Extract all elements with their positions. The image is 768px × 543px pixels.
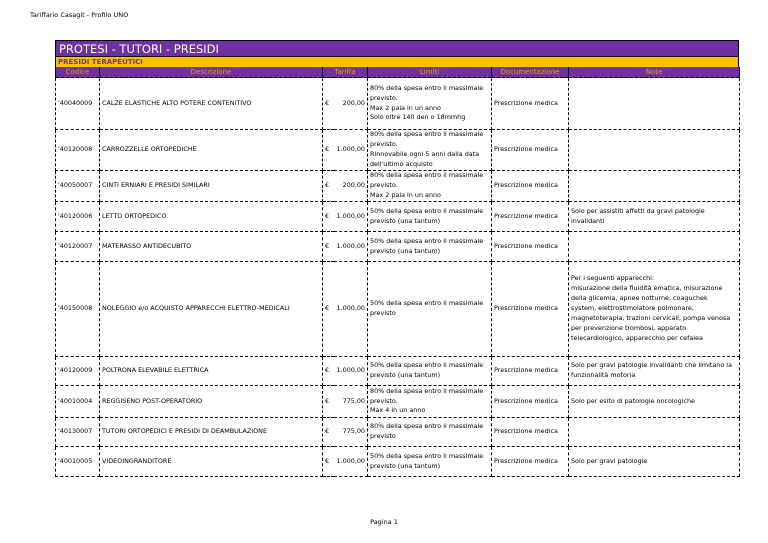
cell-description: VIDEOINGRANDITORE bbox=[100, 447, 323, 477]
cell-code: '40010004 bbox=[56, 386, 100, 418]
cell-code: '40120007 bbox=[56, 232, 100, 262]
cell-limits: 80% della spesa entro il massimale previsto bbox=[368, 418, 492, 447]
cell-description: LETTO ORTOPEDICO bbox=[100, 202, 323, 232]
column-header-notes: Note bbox=[569, 67, 740, 78]
cell-documentation: Prescrizione medica bbox=[492, 78, 569, 130]
cell-code: '40120006 bbox=[56, 202, 100, 232]
cell-currency: € bbox=[323, 386, 334, 418]
cell-notes bbox=[569, 78, 740, 130]
cell-documentation: Prescrizione medica bbox=[492, 130, 569, 171]
cell-description: POLTRONA ELEVABILE ELETTRICA bbox=[100, 357, 323, 386]
cell-notes: Solo per esito di patologie oncologiche bbox=[569, 386, 740, 418]
cell-limits: 80% della spesa entro il massimale previsto. Max 2 paia in un anno bbox=[368, 171, 492, 202]
page-header: Tariffario Casagit - Profilo UNO bbox=[30, 11, 129, 19]
cell-description: CALZE ELASTICHE ALTO POTERE CONTENITIVO bbox=[100, 78, 323, 130]
cell-limits: 80% della spesa entro il massimale previsto. Max 2 paia in un anno Solo oltre 140 den o 18mmhg bbox=[368, 78, 492, 130]
cell-limits: 50% della spesa entro il massimale previsto (una tantum) bbox=[368, 357, 492, 386]
cell-documentation: Prescrizione medica bbox=[492, 232, 569, 262]
cell-currency: € bbox=[323, 232, 334, 262]
column-header-description: Descrizione bbox=[100, 67, 323, 78]
cell-code: '40130007 bbox=[56, 418, 100, 447]
table-row bbox=[56, 130, 740, 171]
sheet-title: PROTESI - TUTORI - PRESIDI bbox=[55, 40, 739, 57]
table-row bbox=[56, 357, 740, 386]
cell-limits: 50% della spesa entro il massimale previsto bbox=[368, 262, 492, 357]
cell-code: '40040009 bbox=[56, 78, 100, 130]
cell-amount: 775,00 bbox=[334, 418, 368, 447]
table-row bbox=[56, 386, 740, 418]
cell-notes: Solo per gravi patologie bbox=[569, 447, 740, 477]
cell-limits: 80% della spesa entro il massimale previsto. Rinnovabile ogni 5 anni dalla data dell'ultimo acquisto bbox=[368, 130, 492, 171]
cell-limits: 50% della spesa entro il massimale previsto (una tantum) bbox=[368, 232, 492, 262]
cell-code: '40120008 bbox=[56, 130, 100, 171]
cell-limits: 50% della spesa entro il massimale previsto (una tantum) bbox=[368, 202, 492, 232]
cell-limits: 80% della spesa entro il massimale previsto. Max 4 in un anno bbox=[368, 386, 492, 418]
table-row bbox=[56, 447, 740, 477]
table-row bbox=[56, 418, 740, 447]
tariff-table bbox=[55, 67, 740, 477]
cell-description: MATERASSO ANTIDECUBITO bbox=[100, 232, 323, 262]
cell-currency: € bbox=[323, 78, 334, 130]
cell-currency: € bbox=[323, 447, 334, 477]
cell-documentation: Prescrizione medica bbox=[492, 262, 569, 357]
cell-currency: € bbox=[323, 357, 334, 386]
column-header-fee: Tariffa bbox=[323, 67, 368, 78]
cell-documentation: Prescrizione medica bbox=[492, 418, 569, 447]
cell-amount: 775,00 bbox=[334, 386, 368, 418]
section-title: PRESIDI TERAPEUTICI bbox=[55, 57, 739, 67]
cell-amount: 1.000,00 bbox=[334, 357, 368, 386]
table-row bbox=[56, 78, 740, 130]
cell-amount: 1.000,00 bbox=[334, 232, 368, 262]
cell-code: '40010005 bbox=[56, 447, 100, 477]
cell-amount: 1.000,00 bbox=[334, 130, 368, 171]
cell-documentation: Prescrizione medica bbox=[492, 171, 569, 202]
table-row bbox=[56, 171, 740, 202]
cell-amount: 1.000,00 bbox=[334, 447, 368, 477]
cell-amount: 1.000,00 bbox=[334, 202, 368, 232]
cell-amount: 200,00 bbox=[334, 78, 368, 130]
cell-description: TUTORI ORTOPEDICI E PRESIDI DI DEAMBULAZIONE bbox=[100, 418, 323, 447]
cell-notes bbox=[569, 171, 740, 202]
table-row bbox=[56, 232, 740, 262]
cell-currency: € bbox=[323, 418, 334, 447]
cell-currency: € bbox=[323, 171, 334, 202]
cell-amount: 1.000,00 bbox=[334, 262, 368, 357]
cell-notes bbox=[569, 130, 740, 171]
cell-notes bbox=[569, 232, 740, 262]
cell-documentation: Prescrizione medica bbox=[492, 386, 569, 418]
table-row bbox=[56, 262, 740, 357]
column-header-documentation: Documentazione bbox=[492, 67, 569, 78]
column-header-code: Codice bbox=[56, 67, 100, 78]
cell-documentation: Prescrizione medica bbox=[492, 447, 569, 477]
cell-description: CINTI ERNIARI E PRESIDI SIMILARI bbox=[100, 171, 323, 202]
cell-currency: € bbox=[323, 262, 334, 357]
cell-code: '40050007 bbox=[56, 171, 100, 202]
cell-limits: 50% della spesa entro il massimale previsto (una tantum) bbox=[368, 447, 492, 477]
cell-code: '40120009 bbox=[56, 357, 100, 386]
cell-currency: € bbox=[323, 202, 334, 232]
cell-documentation: Prescrizione medica bbox=[492, 357, 569, 386]
page-footer: Pagina 1 bbox=[370, 518, 398, 526]
cell-description: CARROZZELLE ORTOPEDICHE bbox=[100, 130, 323, 171]
cell-code: '40150008 bbox=[56, 262, 100, 357]
cell-amount: 200,00 bbox=[334, 171, 368, 202]
column-header-limits: Limiti bbox=[368, 67, 492, 78]
cell-description: NOLEGGIO e/o ACQUISTO APPARECCHI ELETTRO-MEDICALI bbox=[100, 262, 323, 357]
cell-notes bbox=[569, 418, 740, 447]
cell-notes: Solo per assistiti affetti da gravi patologie invalidanti bbox=[569, 202, 740, 232]
table-row bbox=[56, 202, 740, 232]
cell-description: REGGISENO POST-OPERATORIO bbox=[100, 386, 323, 418]
cell-currency: € bbox=[323, 130, 334, 171]
tariff-sheet bbox=[55, 40, 739, 477]
cell-documentation: Prescrizione medica bbox=[492, 202, 569, 232]
table-header-row bbox=[56, 67, 740, 78]
cell-notes: Solo per gravi patologie invalidanti che limitano la funzionalità motoria bbox=[569, 357, 740, 386]
cell-notes: Per i seguenti apparecchi: misurazione della fluidità ematica, misurazione della glicemia, apnee notturne, coaguchek system, elettrostimolatore polmonare, magnetoterapia, trazioni cervicali, pompa venosa per prevenzione trombosi, apparato telecardiologico, apparecchio per cefalea bbox=[569, 262, 740, 357]
